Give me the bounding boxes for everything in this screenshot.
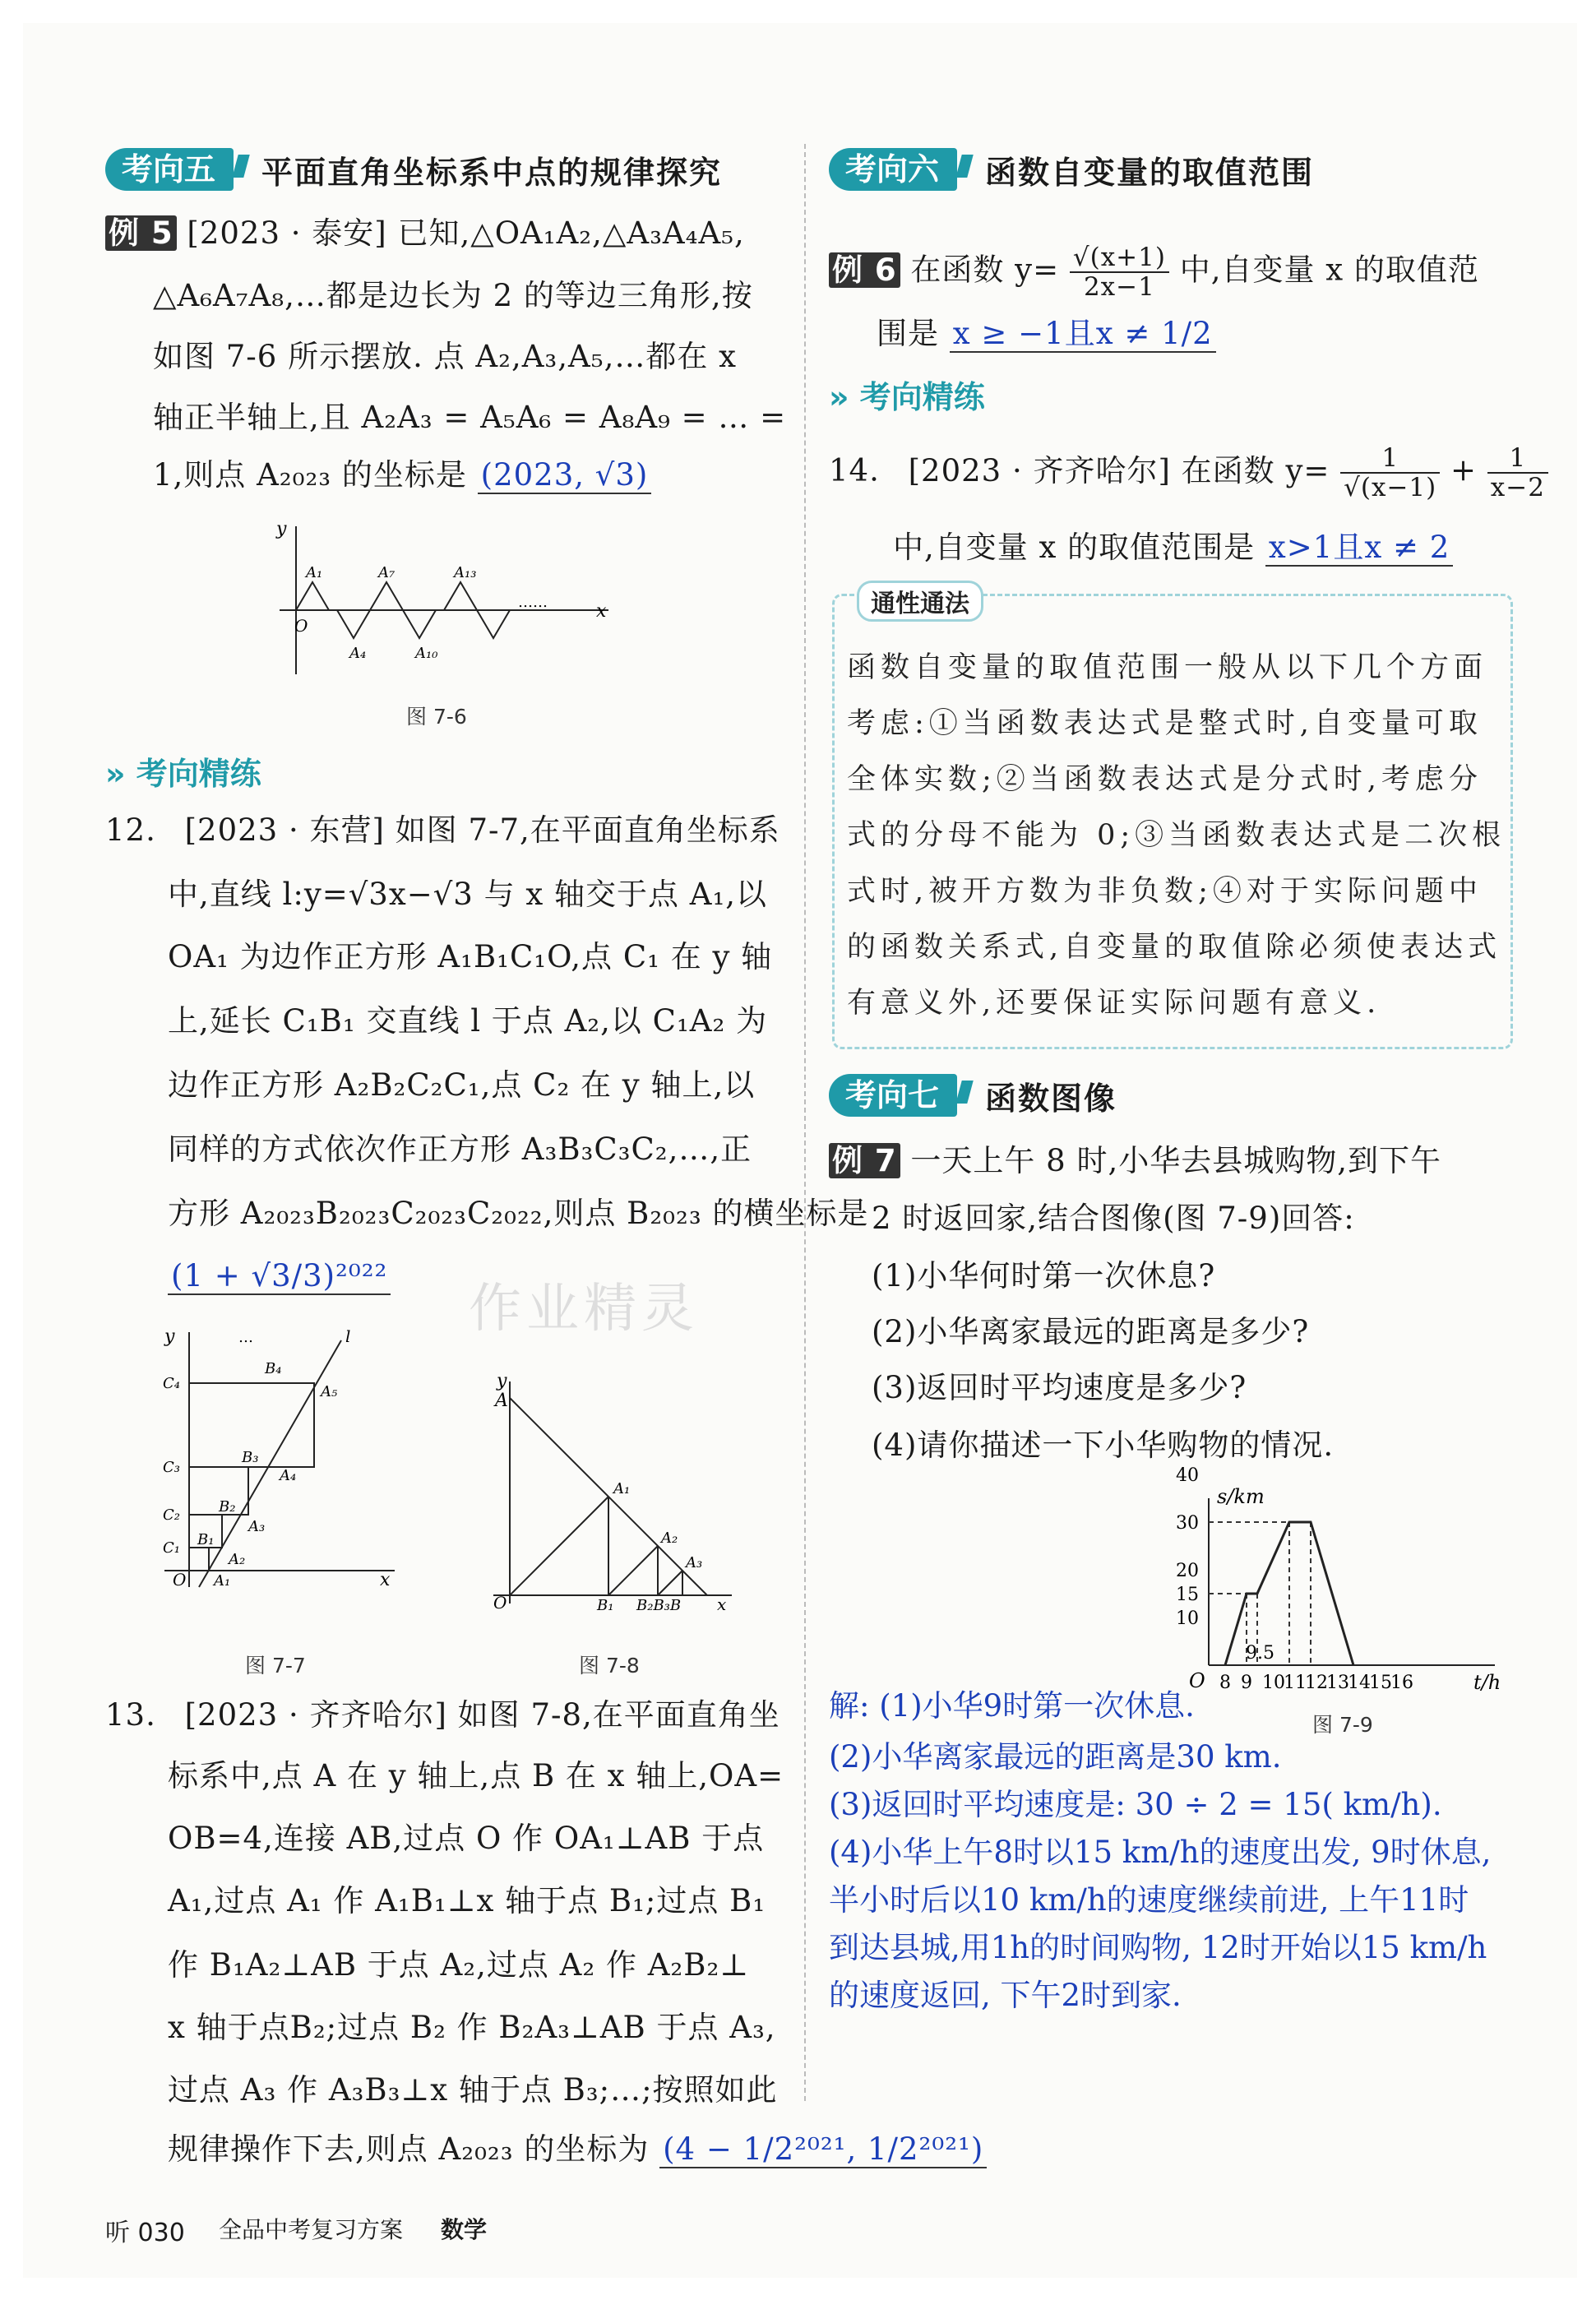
answer-blank: x ≥ −1且x ≠ 1/2 [950, 316, 1216, 353]
example-5-line-1: 例 5 [2023 · 泰安] 已知,△OA₁A₂,△A₃A₄A₅, [105, 215, 745, 252]
svg-text:B₁: B₁ [197, 1531, 215, 1548]
example-7-question-1: (1)小华何时第一次休息? [872, 1258, 1216, 1293]
svg-text:x: x [717, 1594, 727, 1614]
y-tick-label: 30 [1176, 1513, 1199, 1534]
figure-7-9 [1159, 1465, 1505, 1694]
answer-blank: (4 − 1/2²⁰²¹, 1/2²⁰²¹) [659, 2131, 987, 2168]
x-tick-label: 13 [1326, 1673, 1349, 1693]
example-7-question-3: (3)返回时平均速度是多少? [872, 1370, 1247, 1405]
section-header-5 [105, 148, 722, 191]
question-12-line-7: 方形 A₂₀₂₃B₂₀₂₃C₂₀₂₃C₂₀₂₂,则点 B₂₀₂₃ 的横坐标是 [168, 1196, 869, 1231]
question-number: 14. [829, 452, 880, 488]
answer-blank: (1 + √3/3)²⁰²² [168, 1258, 391, 1295]
note-line: 有意义外,还要保证实际问题有意义. [847, 987, 1381, 1020]
figure-7-6 [271, 518, 617, 683]
solution-line: 半小时后以10 km/h的速度继续前进, 上午11时 [829, 1882, 1469, 1918]
tick-label-9.5: 9.5 [1246, 1643, 1274, 1664]
svg-text:C₃: C₃ [163, 1459, 180, 1476]
svg-text:y: y [497, 1371, 507, 1391]
note-line: 式时,被开方数为非负数;④对于实际问题中 [847, 875, 1483, 908]
svg-text:C₄: C₄ [163, 1375, 180, 1392]
note-line: 的函数关系式,自变量的取值除必须使表达式 [847, 931, 1502, 964]
note-line: 考虑:①当函数表达式是整式时,自变量可取 [847, 707, 1483, 740]
x-tick-label: 11 [1284, 1673, 1307, 1693]
figure-caption: 图 7-8 [579, 1654, 640, 1678]
x-tick-label: 14 [1348, 1673, 1371, 1693]
example-5-line-2: △A₆A₇A₈,…都是边长为 2 的等边三角形,按 [153, 278, 753, 313]
example-7-question-2: (2)小华离家最远的距离是多少? [872, 1314, 1310, 1349]
double-chevron-icon: » [829, 379, 849, 415]
double-chevron-icon: » [105, 756, 126, 792]
example-6-line-2: 围是 x ≥ −1且x ≠ 1/2 [877, 316, 1216, 352]
section-header-6 [829, 148, 1314, 191]
svg-text:B₄: B₄ [265, 1360, 282, 1377]
svg-text:O: O [294, 616, 308, 636]
question-13-line-4: A₁,过点 A₁ 作 A₁B₁⊥x 轴于点 B₁;过点 B₁ [168, 1883, 766, 1918]
x-tick-label: 12 [1305, 1673, 1328, 1693]
note-line: 全体实数;②当函数表达式是分式时,考虑分 [847, 763, 1483, 796]
example-7-line-2: 2 时返回家,结合图像(图 7-9)回答: [872, 1201, 1355, 1236]
y-axis-label: s/km [1217, 1485, 1265, 1508]
question-12-line-2: 中,直线 l:y=√3x−√3 与 x 轴交于点 A₁,以 [168, 877, 768, 912]
svg-text:B₂B₃B: B₂B₃B [636, 1597, 682, 1614]
page-number: 听 030 [105, 2219, 185, 2247]
svg-text:y: y [164, 1326, 175, 1347]
svg-text:A₁: A₁ [214, 1572, 231, 1590]
method-note-heading: 通性通法 [857, 581, 983, 622]
example-7-line-1: 例 7 一天上午 8 时,小华去县城购物,到下午 [829, 1143, 1441, 1179]
question-12-line-5: 边作正方形 A₂B₂C₂C₁,点 C₂ 在 y 轴上,以 [168, 1067, 756, 1103]
solution-line: (3)返回时平均速度是: 30 ÷ 2 = 15( km/h). [829, 1787, 1442, 1822]
question-12-line-4: 上,延长 C₁B₁ 交直线 l 于点 A₂,以 C₁A₂ 为 [168, 1003, 768, 1039]
svg-text:A₁₀: A₁₀ [415, 645, 438, 662]
section-tab: 考向六 [829, 148, 957, 191]
svg-text:C₁: C₁ [163, 1539, 180, 1557]
drill-header: » 考向精练 [829, 379, 985, 415]
example-label: 例 5 [105, 215, 177, 251]
book-title: 全品中考复习方案 [219, 2216, 404, 2243]
question-number: 12. [105, 812, 156, 848]
question-12-line-3: OA₁ 为边作正方形 A₁B₁C₁O,点 C₁ 在 y 轴 [168, 939, 773, 974]
svg-text:A: A [495, 1391, 508, 1411]
question-13-line-5: 作 B₁A₂⊥AB 于点 A₂,过点 A₂ 作 A₂B₂⊥ [168, 1947, 750, 1983]
solution-line: 的速度返回, 下午2时到家. [829, 1978, 1182, 2013]
svg-text:A₂: A₂ [661, 1529, 678, 1547]
figure-7-7 [156, 1324, 403, 1595]
question-12-answer [168, 1258, 391, 1294]
solution-line: 解: (1)小华9时第一次休息. [829, 1688, 1195, 1724]
note-line: 函数自变量的取值范围一般从以下几个方面 [847, 651, 1488, 684]
section-title: 函数自变量的取值范围 [985, 154, 1315, 191]
figure-caption: 图 7-6 [406, 705, 467, 729]
y-tick-label: 20 [1176, 1561, 1199, 1581]
svg-text:A₁: A₁ [613, 1480, 631, 1497]
y-tick-label: 10 [1176, 1608, 1199, 1629]
figure-caption: 图 7-7 [245, 1654, 306, 1678]
question-13-line-2: 标系中,点 A 在 y 轴上,点 B 在 x 轴上,OA= [168, 1758, 784, 1793]
answer-blank: (2023, √3) [478, 457, 652, 494]
example-label: 例 6 [829, 252, 900, 288]
answer-blank: x>1且x ≠ 2 [1265, 530, 1453, 567]
solution-line: 到达县城,用1h的时间购物, 12时开始以15 km/h [829, 1930, 1487, 1965]
section-header-7 [829, 1074, 1117, 1117]
section-tab: 考向七 [829, 1074, 957, 1117]
svg-text:O: O [173, 1570, 187, 1590]
svg-text:B₂: B₂ [219, 1498, 236, 1516]
question-14-line-1: 14. [2023 · 齐齐哈尔] 在函数 y= $\frac{1}{√(x-1)}$ + $\frac{1}{x-2}$ [829, 444, 1548, 502]
example-5-line-3: 如图 7-6 所示摆放. 点 A₂,A₃,A₅,…都在 x [153, 339, 737, 374]
svg-text:…: … [238, 1329, 253, 1346]
question-13-line-6: x 轴于点B₂;过点 B₂ 作 B₂A₃⊥AB 于点 A₃, [168, 2010, 776, 2045]
x-tick-label: 15 [1369, 1673, 1392, 1693]
x-tick-label: 10 [1262, 1673, 1285, 1693]
question-12-line-1: 12. [2023 · 东营] 如图 7-7,在平面直角坐标系 [105, 812, 780, 848]
fraction: $\frac{√(x+1)}{2x-1}$ [1070, 243, 1169, 301]
solution-line: (4)小华上午8时以15 km/h的速度出发, 9时休息, [829, 1835, 1492, 1870]
svg-text:A₄: A₄ [280, 1467, 297, 1484]
x-axis-label: t/h [1473, 1671, 1501, 1694]
question-12-line-6: 同样的方式依次作正方形 A₃B₃C₃C₂,…,正 [168, 1131, 752, 1167]
question-number: 13. [105, 1697, 156, 1733]
svg-text:A₁: A₁ [306, 564, 323, 581]
svg-text:A₇: A₇ [378, 564, 396, 581]
solution-line: (2)小华离家最远的距离是30 km. [829, 1739, 1282, 1775]
y-tick-label: 15 [1176, 1585, 1199, 1605]
svg-text:A₄: A₄ [349, 645, 367, 662]
column-divider [804, 144, 806, 2101]
section-title: 平面直角坐标系中点的规律探究 [261, 154, 723, 191]
svg-text:A₅: A₅ [321, 1383, 338, 1400]
example-5-line-4: 轴正半轴上,且 A₂A₃ = A₅A₆ = A₈A₉ = … = [153, 400, 787, 435]
question-14-line-2: 中,自变量 x 的取值范围是 x>1且x ≠ 2 [893, 530, 1453, 566]
svg-text:A₃: A₃ [248, 1518, 266, 1535]
figure-7-8 [485, 1365, 740, 1612]
subject: 数学 [441, 2216, 488, 2243]
origin-label: O [1189, 1669, 1205, 1692]
svg-text:x: x [596, 601, 607, 622]
x-tick-label: 8 [1219, 1673, 1231, 1693]
question-13-line-3: OB=4,连接 AB,过点 O 作 OA₁⊥AB 于点 [168, 1821, 765, 1856]
fraction: $\frac{1}{√(x-1)}$ [1340, 444, 1440, 502]
svg-text:B₁: B₁ [597, 1597, 614, 1614]
svg-text:B₃: B₃ [242, 1449, 259, 1466]
y-tick-label: 40 [1176, 1465, 1199, 1486]
section-title: 函数图像 [985, 1080, 1117, 1117]
figure-caption: 图 7-9 [1312, 1713, 1373, 1737]
watermark: 作业精灵 [469, 1279, 699, 1340]
example-7-question-4: (4)请你描述一下小华购物的情况. [872, 1428, 1335, 1463]
example-6-line-1: 例 6 在函数 y= $\frac{√(x+1)}{2x-1}$ 中,自变量 x 的取值范 [829, 243, 1479, 301]
svg-text:A₃: A₃ [686, 1554, 703, 1571]
x-tick-label: 9 [1241, 1673, 1252, 1693]
svg-text:A₂: A₂ [229, 1551, 246, 1568]
question-13-line-8: 规律操作下去,则点 A₂₀₂₃ 的坐标为 (4 − 1/2²⁰²¹, 1/2²⁰²¹) [168, 2131, 987, 2168]
fraction: $\frac{1}{x-2}$ [1487, 444, 1548, 502]
svg-text:y: y [276, 519, 287, 539]
svg-text:A₁₃: A₁₃ [454, 564, 477, 581]
svg-text:l: l [345, 1326, 351, 1346]
question-13-line-7: 过点 A₃ 作 A₃B₃⊥x 轴于点 B₃;…;按照如此 [168, 2072, 778, 2108]
note-line: 式的分母不能为 0;③当函数表达式是二次根 [847, 819, 1506, 852]
question-13-line-1: 13. [2023 · 齐齐哈尔] 如图 7-8,在平面直角坐 [105, 1697, 780, 1733]
section-tab: 考向五 [105, 148, 234, 191]
example-label: 例 7 [829, 1143, 900, 1178]
svg-text:……: …… [518, 594, 548, 611]
x-tick-label: 16 [1390, 1673, 1413, 1693]
svg-text:O: O [493, 1593, 507, 1613]
example-5-line-5: 1,则点 A₂₀₂₃ 的坐标是 (2023, √3) [153, 457, 651, 493]
drill-header: » 考向精练 [105, 756, 261, 792]
svg-text:x: x [380, 1570, 391, 1590]
svg-text:C₂: C₂ [163, 1506, 180, 1524]
